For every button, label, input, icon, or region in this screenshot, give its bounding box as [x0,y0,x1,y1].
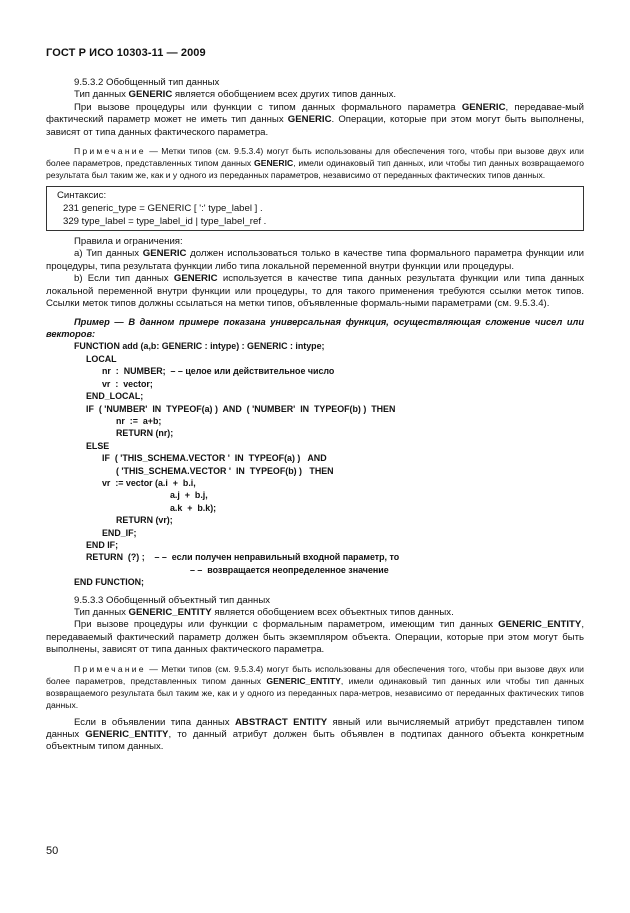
code-line: IF ( 'NUMBER' IN TYPEOF(a) ) AND ( 'NUMBER' IN TYPEOF(b) ) THEN [86,403,396,414]
keyword-generic-entity: GENERIC_ENTITY [266,675,341,686]
text-run: , передавае-мый фактический параметр может не иметь тип данных [46,101,584,126]
code-line: LOCAL [86,353,117,364]
paragraph-entity-definition [46,607,584,619]
note-label: Примечание [74,146,146,157]
keyword-generic-entity: GENERIC_ENTITY [498,619,582,631]
note-generic-entity [46,663,584,711]
code-line: IF ( 'THIS_SCHEMA.VECTOR ' IN TYPEOF(a) ) AND [102,453,327,464]
code-line: RETURN (vr); [116,515,173,526]
section-heading-generic-entity: 9.5.3.3 Обобщенный объектный тип данных [74,594,271,606]
code-line: a.k + b.k); [170,502,217,513]
code-line: RETURN (?) ; – – если получен неправильный входной параметр, то [86,552,400,563]
code-line: END_IF; [102,527,137,538]
syntax-box [46,186,584,231]
text-run: должен использоваться только в качестве типа формального параметра функции или процедуры, типа результата функции либо типа локальной переменной внутри функции или процедуры. [46,248,585,272]
text-run: , имели одинаковый тип данных или чтобы тип данных возвращаемого результата был таким же, как и у одного из переданных пара-метров, независимо от переданных фактических типов данных. [46,675,584,710]
text-run: , то данный атрибут должен быть объявлен в подтипах данного объекта конкретным объектным типом данных. [46,729,584,753]
paragraph-entity-call [46,619,584,656]
code-line: END_LOCAL; [86,391,144,402]
page-content [46,77,584,754]
paragraph-abstract-entity [46,717,584,754]
code-line: ( 'THIS_SCHEMA.VECTOR ' IN TYPEOF(b) ) THEN [116,465,334,476]
text-run: , передаваемый фактический параметр должен быть экземпляром объекта. Операции, которые при этом могут быть выполнены, зависят от типа данных фактического параметра. [46,619,584,656]
text-run: При вызове процедуры или функции с формальным параметром, имеющим тип данных [74,619,499,631]
code-line: END FUNCTION; [74,577,145,588]
text-run: является обобщением всех объектных типов данных. [211,607,454,618]
keyword-generic: GENERIC [128,89,173,101]
text-run: — Метки типов (см. 9.5.3.4) могут быть использованы для обеспечения того, чтобы при вызове двух или более параметров, представленных типом данных [46,146,584,169]
rules-title: Правила и ограничения: [74,236,183,248]
keyword-generic: GENERIC [142,248,187,260]
code-line: vr : vector; [102,378,153,389]
code-line: RETURN (nr); [116,428,174,439]
text-run: a) Тип данных [74,248,143,260]
text-run: , имели одинаковый тип данных, или чтобы тип данных возвращаемого результата был таким же, как и у одного из переданных параметров, независимо от переданных фактических типов данных. [46,158,584,181]
code-line: nr : NUMBER; – – целое или действительное число [102,366,335,377]
syntax-line-type-label: 329 type_label = type_label_id | type_label_ref . [63,216,267,228]
syntax-line-generic-type: 231 generic_type = GENERIC [ ':' type_label ] . [63,203,263,215]
code-line: END IF; [86,539,119,550]
text-run: явный или вычисляемый атрибут представлен типом данных [46,716,584,741]
rule-b [46,273,584,310]
code-line: nr := a+b; [116,415,162,426]
example-intro: Пример — В данном примере показана универсальная функция, осуществляющая сложение чисел или векторов: [46,317,584,340]
rule-a [46,248,584,273]
text-run: — Метки типов (см. 9.5.3.4) могут быть использованы для обеспечения того, чтобы при вызове двух или более параметров, представленных типом данных [46,663,584,686]
note-label: Примечание [74,663,146,674]
text-run: . Операции, которые при этом могут быть выполнены, зависят от типа данных фактического параметра. [46,114,584,138]
code-line: a.j + b.j, [170,490,208,501]
text-run: b) Если тип данных [74,273,174,285]
page-number: 50 [46,845,59,857]
code-line: FUNCTION add (a,b: GENERIC : intype) : GENERIC : intype; [74,341,325,352]
text-run: Тип данных [74,89,129,101]
text-run: используется в качестве типа данных результата функции или типа данных локальной переменной внутри функции или процедуры, то для такого применения требуются ссылки меток типов. Ссылки меток типов должны ссылаться на метки типов, объявленные формаль-ными параметрами (см. 9.5.3.4). [46,273,584,310]
text-run: является обобщением всех других типов данных. [172,89,397,101]
code-line: vr := vector (a.i + b.i, [102,477,196,488]
keyword-generic: GENERIC [254,158,294,169]
note-generic [46,145,584,181]
keyword-generic-entity: GENERIC_ENTITY [128,607,212,618]
document-header: ГОСТ Р ИСО 10303-11 — 2009 [46,47,206,59]
keyword-abstract-entity: ABSTRACT ENTITY [234,716,328,728]
keyword-generic: GENERIC [287,114,332,126]
paragraph-generic-call [46,102,584,139]
code-line: – – возвращается неопределенное значение [190,564,389,575]
text-run: Если в объявлении типа данных [74,716,235,728]
paragraph-generic-definition [46,89,584,101]
code-line: ELSE [86,440,110,451]
syntax-label: Синтаксис: [57,190,107,202]
code-listing [46,340,584,588]
keyword-generic: GENERIC [173,273,218,285]
text-run: Тип данных [74,607,129,618]
section-heading-generic: 9.5.3.2 Обобщенный тип данных [74,77,220,88]
keyword-generic-entity: GENERIC_ENTITY [85,729,169,741]
text-run: При вызове процедуры или функции с типом данных формального параметра [74,101,462,113]
keyword-generic: GENERIC [461,101,506,113]
